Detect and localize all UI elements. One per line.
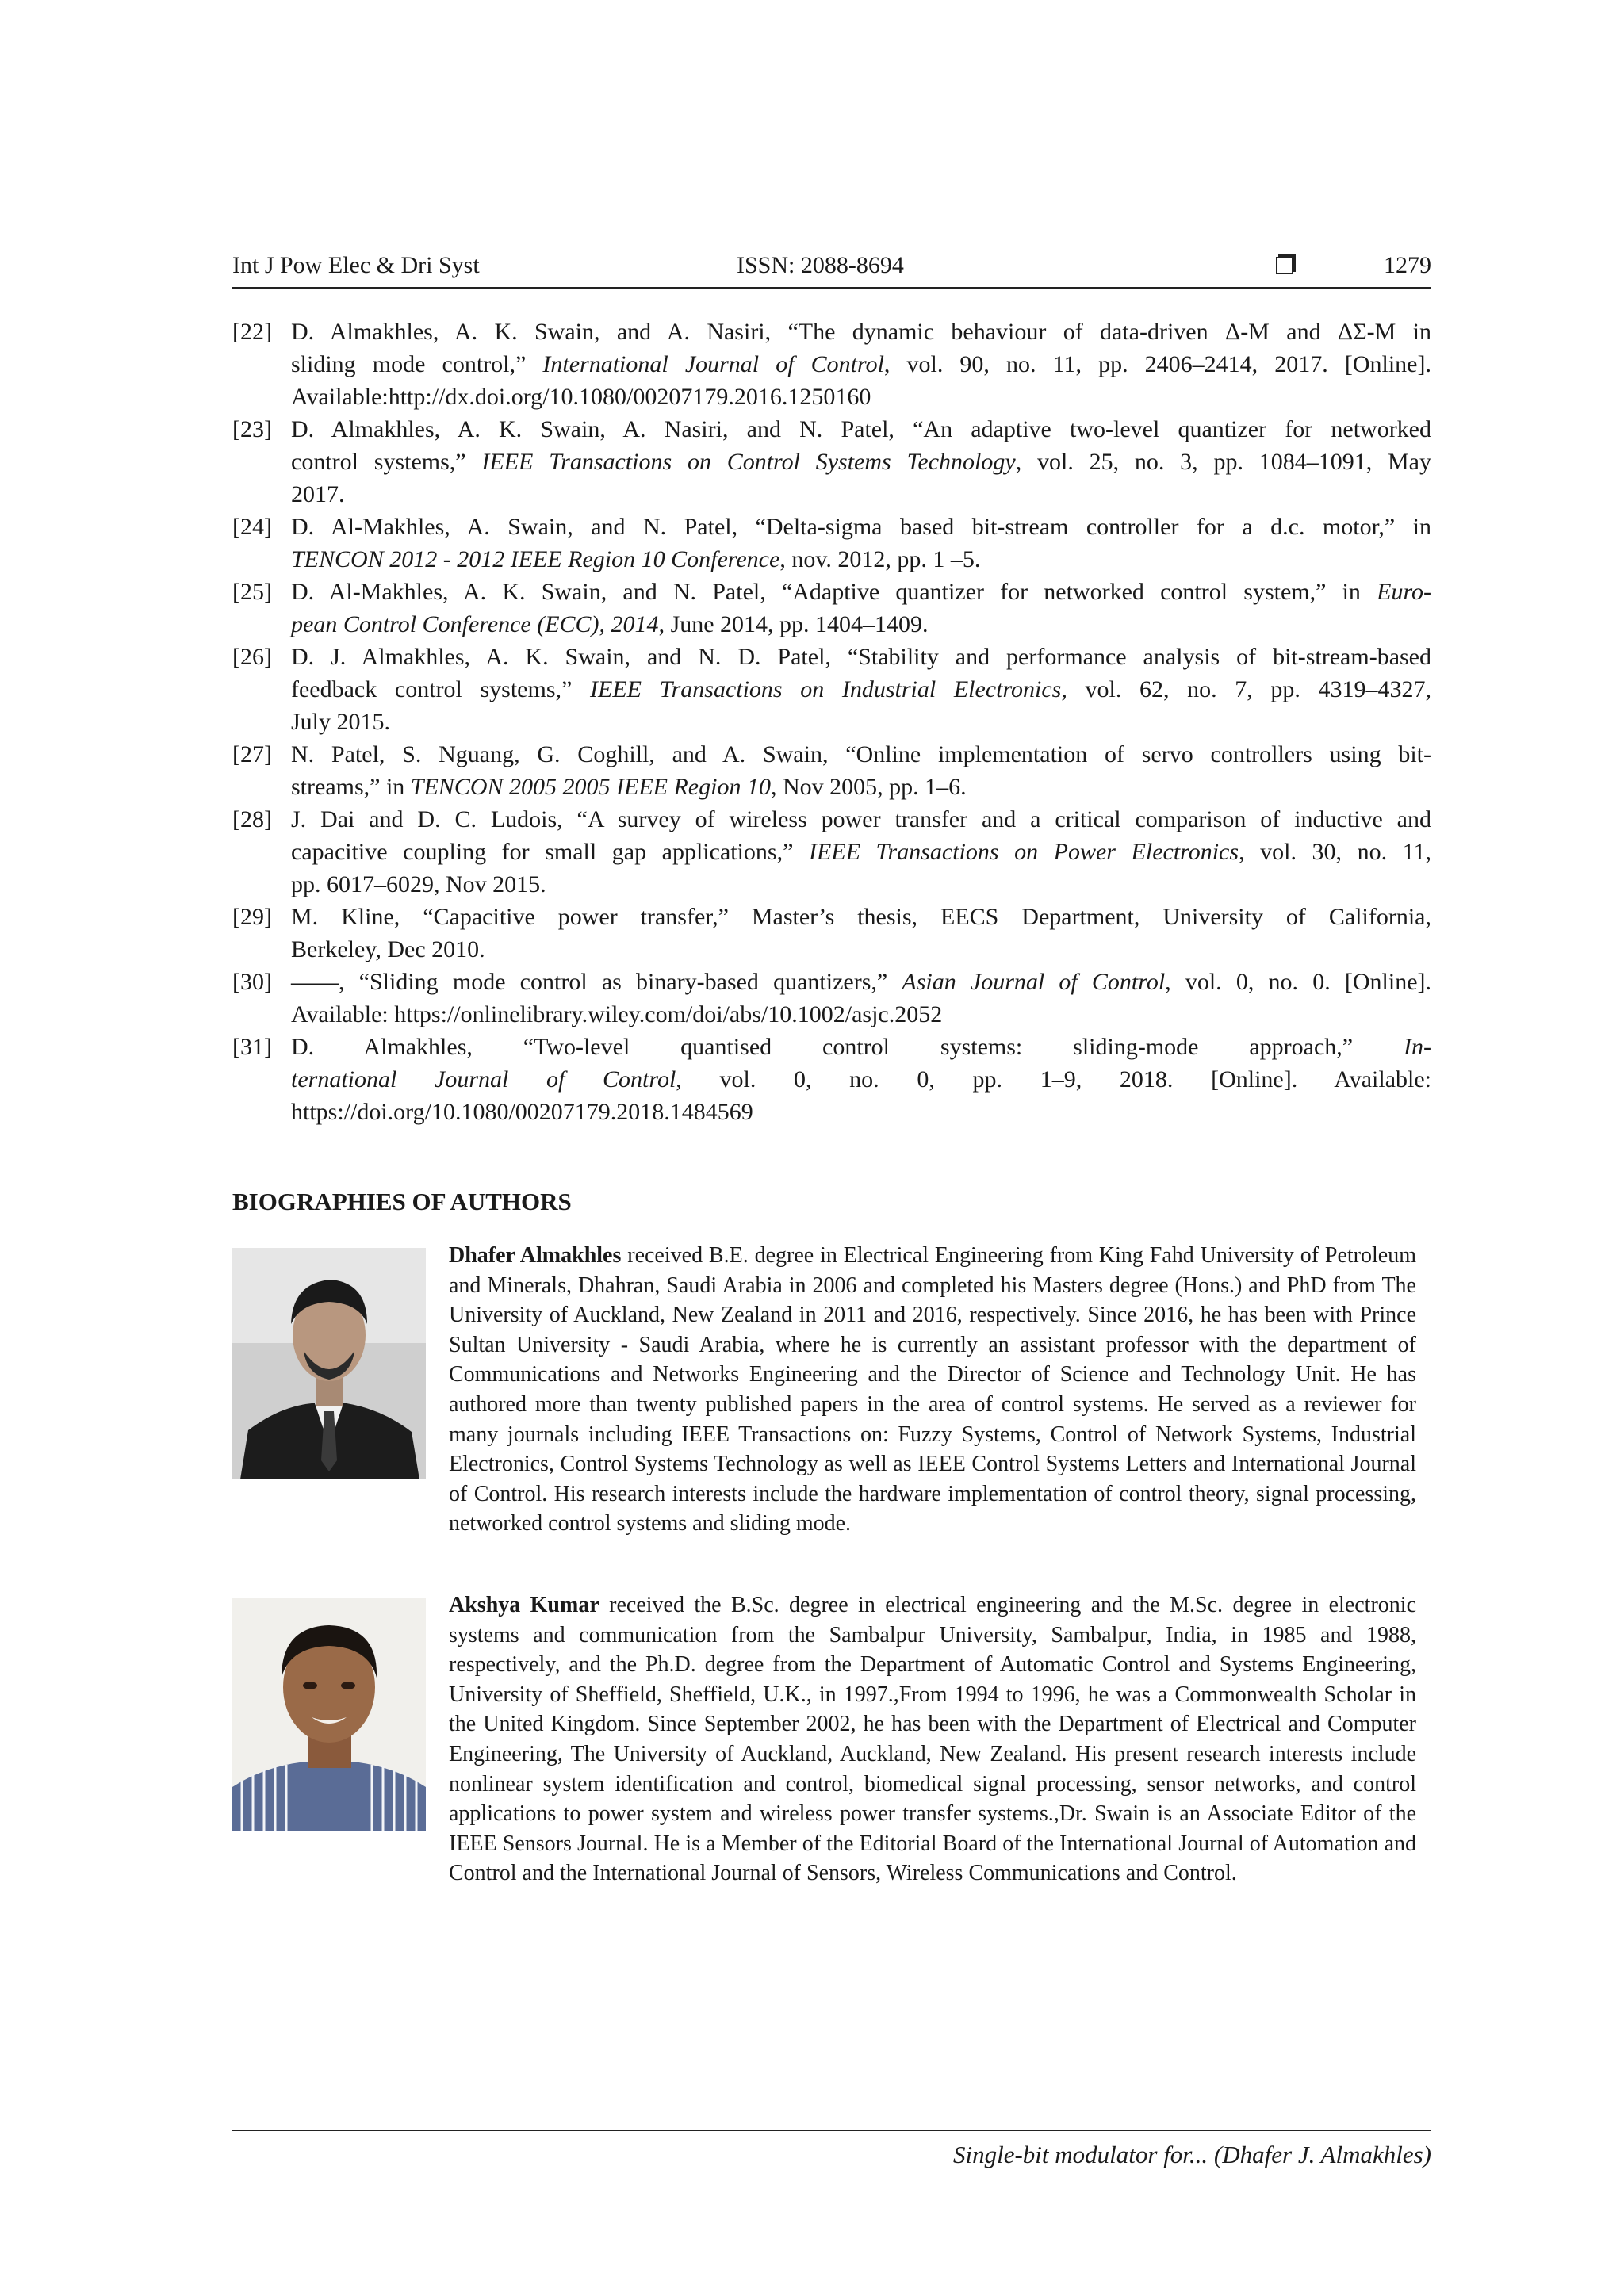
reference-line: ternational Journal of Control, vol. 0, no. 0, pp. 1–9, 2018. [Online]. Available: xyxy=(291,1066,1431,1093)
reference-venue: TENCON 2005 2005 IEEE Region 10 xyxy=(410,774,771,800)
reference-venue: ternational Journal of Control xyxy=(291,1066,676,1093)
page-number: 1279 xyxy=(1384,252,1431,278)
journal-name: Int J Pow Elec & Dri Syst xyxy=(232,252,480,278)
reference-line: TENCON 2012 - 2012 IEEE Region 10 Conference, nov. 2012, pp. 1 –5. xyxy=(291,546,981,572)
section-heading: BIOGRAPHIES OF AUTHORS xyxy=(232,1188,572,1215)
biography-text: received the B.Sc. degree in electrical engineering and the M.Sc. degree in electronic systems and communication from the Sambalpur University, Sambalpur, India, in 1985 and 1988, respectively, and the Ph.D. degree from the Department of Automatic Control and Systems Engineering, University of Sheffield, Sheffield, U.K., in 1997.,From 1994 to 1996, he was a Commonwealth Scholar in the United Kingdom. Since September 2002, he has been with the Department of Electrical and Computer Engineering, The University of Auckland, Auckland, New Zealand. His present research interests include nonlinear system identification and control, biomedical signal processing, sensor networks, and control applications to power system and wireless power transfer systems.,Dr. Swain is an Associate Editor of the IEEE Sensors Journal. He is a Member of the Editorial Board of the International Journal of Automation and Control and the International Journal of Sensors, Wireless Communications and Control. xyxy=(449,1593,1416,1886)
reference-venue: IEEE Transactions on Industrial Electronics xyxy=(589,676,1062,702)
reference-item xyxy=(232,901,1431,966)
issn: ISSN: 2088-8694 xyxy=(737,252,904,278)
reference-venue: TENCON 2012 - 2012 IEEE Region 10 Conference xyxy=(291,546,780,572)
reference-line: 2017. xyxy=(291,481,345,507)
reference-line: D. Almakhles, A. K. Swain, A. Nasiri, and N. Patel, “An adaptive two-level quantizer for networked xyxy=(291,416,1431,442)
author-photo-drawing xyxy=(232,1248,426,1479)
reference-list xyxy=(232,316,1431,1128)
author-photo-drawing xyxy=(232,1598,426,1831)
reference-item xyxy=(232,1031,1431,1128)
reference-line: M. Kline, “Capacitive power transfer,” Master’s thesis, EECS Department, University of California, xyxy=(291,904,1431,930)
biography-text: received B.E. degree in Electrical Engineering from King Fahd University of Petroleum and Minerals, Dhahran, Saudi Arabia in 2006 and completed his Masters degree (Hons.) and PhD from The University of Auckland, New Zealand in 2011 and 2016, respectively. Since 2016, he has been with Prince Sultan University - Saudi Arabia, where he is currently an assistant professor with the department of Communications and Networks Engineering and the Director of Science and Technology Unit. He has authored more than twenty published papers in the area of control systems. He served as a reviewer for many journals including IEEE Transactions on: Fuzzy Systems, Control of Network Systems, Industrial Electronics, Control Systems Technology as well as IEEE Control Systems Letters and International Journal of Control. His research interests include the hardware implementation of control theory, signal processing, networked control systems and sliding mode. xyxy=(449,1243,1416,1536)
author-name: Dhafer Almakhles xyxy=(449,1243,622,1268)
reference-line: Available:http://dx.doi.org/10.1080/00207179.2016.1250160 xyxy=(291,384,871,410)
reference-number: [24] xyxy=(232,514,272,540)
reference-item xyxy=(232,966,1431,1031)
reference-number: [22] xyxy=(232,319,272,345)
reference-link[interactable]: Available: https://onlinelibrary.wiley.com/doi/abs/10.1002/asjc.2052 xyxy=(291,1001,943,1027)
reference-line: July 2015. xyxy=(291,709,391,735)
reference-venue: International Journal of Control xyxy=(542,351,884,377)
reference-line: pean Control Conference (ECC), 2014, June 2014, pp. 1404–1409. xyxy=(291,611,929,637)
footer-divider xyxy=(232,2130,1431,2131)
reference-number: [28] xyxy=(232,806,272,832)
reference-line: streams,” in TENCON 2005 2005 IEEE Region 10, Nov 2005, pp. 1–6. xyxy=(291,774,967,800)
reference-number: [30] xyxy=(232,969,272,995)
reference-item xyxy=(232,803,1431,901)
box-icon xyxy=(1276,257,1293,274)
reference-number: [25] xyxy=(232,579,272,605)
reference-line: feedback control systems,” IEEE Transactions on Industrial Electronics, vol. 62, no. 7, pp. 4319–4327, xyxy=(291,676,1432,702)
running-header xyxy=(232,252,1431,289)
reference-item xyxy=(232,413,1431,511)
reference-line: J. Dai and D. C. Ludois, “A survey of wireless power transfer and a critical comparison of inductive and xyxy=(291,806,1431,832)
reference-venue: IEEE Transactions on Power Electronics xyxy=(808,839,1239,865)
reference-line: D. Al-Makhles, A. K. Swain, and N. Patel, “Adaptive quantizer for networked control system,” in Euro- xyxy=(291,579,1432,605)
reference-line: N. Patel, S. Nguang, G. Coghill, and A. Swain, “Online implementation of servo controllers using bit- xyxy=(291,741,1431,767)
reference-line: D. Almakhles, A. K. Swain, and A. Nasiri, “The dynamic behaviour of data-driven Δ-M and ΔΣ-M in xyxy=(291,319,1431,345)
reference-link[interactable]: https://doi.org/10.1080/00207179.2018.1484569 xyxy=(291,1099,753,1125)
reference-line: ——, “Sliding mode control as binary-based quantizers,” Asian Journal of Control, vol. 0, no. 0. [Online]. xyxy=(291,969,1432,995)
reference-number: [23] xyxy=(232,416,272,442)
reference-venue: Euro- xyxy=(1377,579,1432,605)
reference-item xyxy=(232,576,1431,641)
reference-venue: pean Control Conference (ECC), 2014 xyxy=(291,611,659,637)
reference-number: [31] xyxy=(232,1034,272,1060)
reference-line: control systems,” IEEE Transactions on Control Systems Technology, vol. 25, no. 3, pp. 1084–1091, May xyxy=(291,449,1431,475)
author-photo xyxy=(232,1598,426,1831)
author-biography xyxy=(449,1590,1416,1888)
reference-number: [27] xyxy=(232,741,272,767)
reference-item xyxy=(232,316,1431,413)
reference-line: Berkeley, Dec 2010. xyxy=(291,936,485,962)
reference-line: D. Al-Makhles, A. Swain, and N. Patel, “Delta-sigma based bit-stream controller for a d.c. motor,” in xyxy=(291,514,1431,540)
reference-number: [26] xyxy=(232,644,272,670)
reference-line: pp. 6017–6029, Nov 2015. xyxy=(291,871,546,897)
running-footer: Single-bit modulator for... (Dhafer J. Almakhles) xyxy=(952,2141,1431,2168)
reference-venue: In- xyxy=(1404,1034,1432,1060)
reference-venue: Asian Journal of Control xyxy=(902,969,1166,995)
author-name: Akshya Kumar xyxy=(449,1593,599,1617)
author-photo xyxy=(232,1248,426,1479)
reference-line: D. Almakhles, “Two-level quantised control systems: sliding-mode approach,” In- xyxy=(291,1034,1432,1060)
reference-item xyxy=(232,738,1431,803)
reference-line: D. J. Almakhles, A. K. Swain, and N. D. Patel, “Stability and performance analysis of bit-stream-based xyxy=(291,644,1431,670)
reference-venue: IEEE Transactions on Control Systems Technology xyxy=(481,449,1016,475)
reference-item xyxy=(232,511,1431,576)
author-biography xyxy=(449,1241,1416,1539)
reference-line: capacitive coupling for small gap applications,” IEEE Transactions on Power Electronics, vol. 30, no. 11, xyxy=(291,839,1432,865)
reference-number: [29] xyxy=(232,904,272,930)
reference-line: sliding mode control,” International Journal of Control, vol. 90, no. 11, pp. 2406–2414, 2017. [Online]. xyxy=(291,351,1431,377)
reference-item xyxy=(232,641,1431,738)
